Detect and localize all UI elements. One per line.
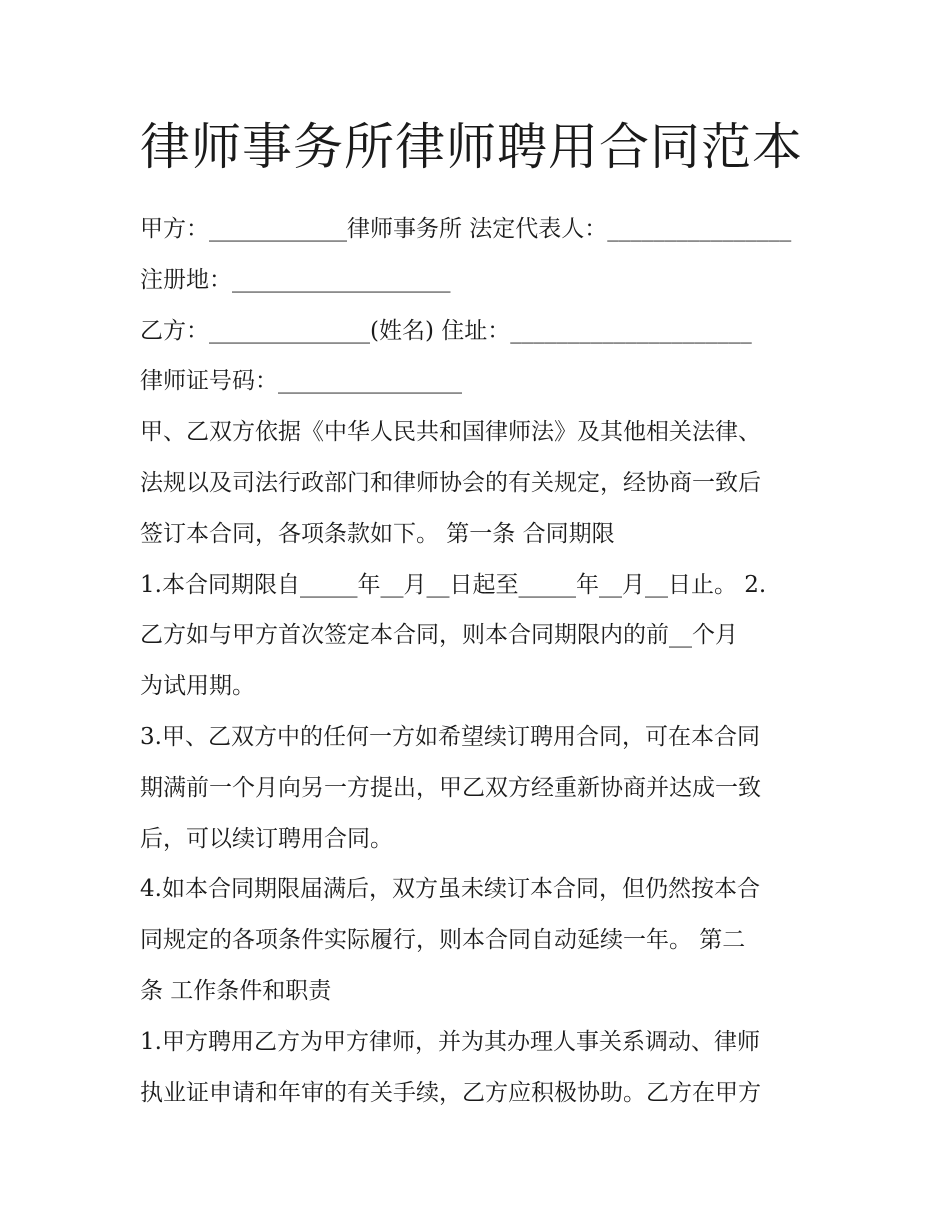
paragraph-line: 法规以及司法行政部门和律师协会的有关规定，经协商一致后 [140,469,761,496]
paragraph-line: 为试用期。 [140,673,255,700]
paragraph-line: 4.如本合同期限届满后，双方虽未续订本合同，但仍然按本合 [140,876,760,903]
paragraph-line: 甲、乙双方依据《中华人民共和国律师法》及其他相关法律、 [140,419,761,446]
paragraph-line: 期满前一个月向另一方提出，甲乙双方经重新协商并达成一致 [140,774,761,801]
party-a-line: 甲方：____________律师事务所 法定代表人：________________ [140,216,792,242]
document-page [140,112,820,1118]
document-body [140,204,820,1118]
paragraph-line: 条 工作条件和职责 [140,977,332,1004]
paragraph-line: 签订本合同，各项条款如下。 第一条 合同期限 [140,520,615,547]
paragraph-line: 执业证申请和年审的有关手续，乙方应积极协助。乙方在甲方 [140,1079,761,1106]
document-title: 律师事务所律师聘用合同范本 [140,118,803,176]
paragraph-line: 同规定的各项条件实际履行，则本合同自动延续一年。 第二 [140,927,746,954]
paragraph-line: 乙方如与甲方首次签定本合同，则本合同期限内的前__个月 [140,622,738,649]
registered-address-line: 注册地：___________________ [140,266,451,293]
paragraph-line: 1.甲方聘用乙方为甲方律师，并为其办理人事关系调动、律师 [140,1028,760,1055]
paragraph-line: 3.甲、乙双方中的任何一方如希望续订聘用合同，可在本合同 [140,723,760,750]
paragraph-line: 后，可以续订聘用合同。 [140,825,393,852]
paragraph-line: 1.本合同期限自_____年__月__日起至_____年__月__日止。 2. [140,571,767,598]
license-number-line: 律师证号码：________________ [140,368,462,395]
party-b-line: 乙方：______________(姓名) 住址：_____________________ [140,317,752,344]
